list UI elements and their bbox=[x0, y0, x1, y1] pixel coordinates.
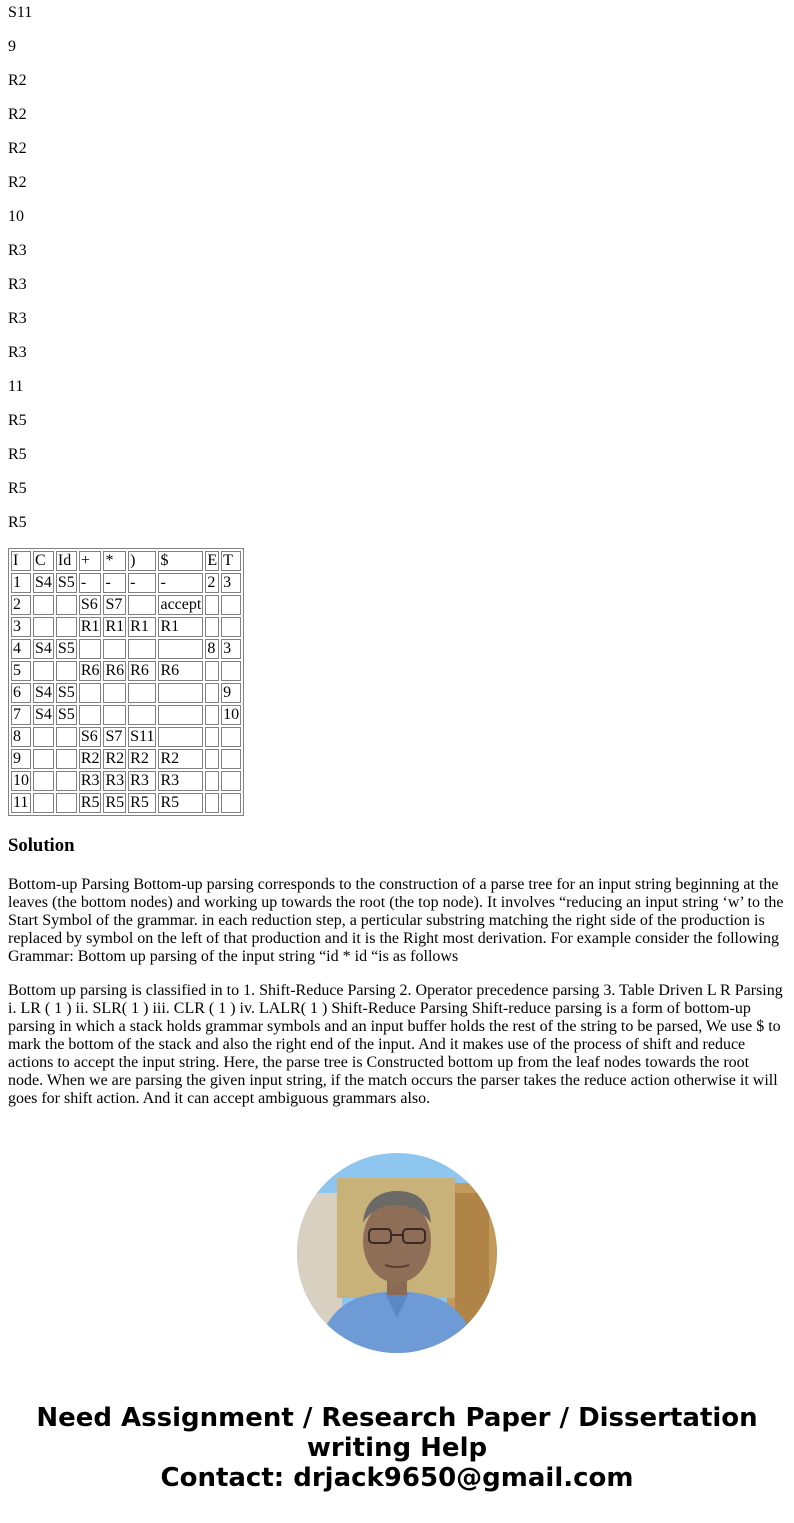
table-cell bbox=[128, 683, 156, 703]
table-cell: 1 bbox=[11, 573, 31, 593]
table-cell bbox=[205, 595, 219, 615]
top-line: S11 bbox=[8, 4, 33, 21]
table-cell bbox=[158, 639, 203, 659]
top-line: 11 bbox=[8, 378, 24, 395]
table-cell: S4 bbox=[35, 640, 52, 657]
solution-heading: Solution bbox=[8, 835, 75, 856]
parsing-table bbox=[8, 548, 244, 816]
table-cell: R2 bbox=[80, 750, 100, 767]
table-cell: 3 bbox=[221, 573, 241, 593]
table-row bbox=[11, 661, 241, 681]
table-cell: R6 bbox=[80, 662, 100, 679]
table-cell: R1 bbox=[105, 618, 125, 635]
assignment-help-banner bbox=[0, 1403, 794, 1493]
top-line: R5 bbox=[8, 412, 27, 429]
table-cell bbox=[56, 661, 77, 681]
table-cell bbox=[158, 727, 203, 747]
top-line: R2 bbox=[8, 174, 27, 191]
table-cell bbox=[205, 661, 219, 681]
solution-paragraph-2: Bottom up parsing is classified in to 1. Shift-Reduce Parsing 2. Operator precedence parsing 3. Table Driven L R Parsing i. LR ( 1 ) ii. SLR( 1 ) iii. CLR ( 1 ) iv. LALR( 1 ) Shift-Reduce Parsing Shift-reduce parsing is a form of bottom-up parsing in which a stack holds grammar symbols and an input buffer holds the rest of the string to be parsed, We use $ to mark the bottom of the stack and also the right end of the input. And it makes use of the process of shift and reduce actions to accept the input string. Here, the parse tree is Constructed bottom up from the leaf nodes towards the root node. When we are parsing the given input string, if the match occurs the parser takes the reduce action otherwise it will goes for shift action. And it can accept ambiguous grammars also. bbox=[8, 982, 783, 1107]
table-cell bbox=[33, 617, 54, 637]
table-cell: - bbox=[128, 573, 156, 593]
table-cell: 2 bbox=[11, 595, 31, 615]
table-cell: 3 bbox=[11, 617, 31, 637]
table-cell bbox=[205, 793, 219, 813]
table-header-cell: Id bbox=[56, 551, 77, 571]
table-cell: S5 bbox=[57, 640, 75, 657]
table-cell bbox=[33, 793, 54, 813]
table-row bbox=[11, 639, 241, 659]
table-cell: S7 bbox=[103, 727, 126, 747]
table-header-cell: + bbox=[79, 551, 102, 571]
table-cell bbox=[33, 771, 54, 791]
table-cell: R3 bbox=[158, 771, 203, 791]
table-cell bbox=[158, 683, 203, 703]
top-line: R3 bbox=[8, 310, 27, 327]
table-row bbox=[11, 771, 241, 791]
table-cell bbox=[79, 683, 102, 703]
banner-line-1: Need Assignment / Research Paper / Dissertation bbox=[36, 1403, 758, 1433]
table-header-cell: $ bbox=[158, 551, 203, 571]
table-row bbox=[11, 683, 241, 703]
table-cell: 5 bbox=[11, 661, 31, 681]
top-line: R3 bbox=[8, 344, 27, 361]
top-line: R3 bbox=[8, 276, 27, 293]
table-cell bbox=[205, 727, 219, 747]
table-cell: R2 bbox=[158, 749, 203, 769]
solution-paragraph-1: Bottom-up Parsing Bottom-up parsing corresponds to the construction of a parse tree for an input string beginning at the leaves (the bottom nodes) and working up towards the root (the top node). It involves “reducing an input string ‘w’ to the Start Symbol of the grammar. in each reduction step, a perticular substring matching the right side of the production is replaced by symbol on the left of that production and it is the Right most derivation. For example consider the following Grammar: Bottom up parsing of the input string “id * id “is as follows bbox=[8, 876, 784, 965]
table-cell: 2 bbox=[205, 573, 219, 593]
table-cell: S4 bbox=[35, 684, 52, 701]
table-cell bbox=[79, 639, 102, 659]
table-cell: 8 bbox=[11, 727, 31, 747]
table-header-cell: ) bbox=[128, 551, 156, 571]
table-row bbox=[11, 793, 241, 813]
table-cell bbox=[221, 771, 241, 791]
table-cell: 10 bbox=[13, 772, 29, 789]
document-body bbox=[8, 0, 786, 1124]
table-row bbox=[11, 705, 241, 725]
table-cell: R2 bbox=[128, 749, 156, 769]
table-cell: S5 bbox=[57, 684, 75, 701]
table-row bbox=[11, 595, 241, 615]
table-header-row bbox=[11, 551, 241, 571]
table-cell: R3 bbox=[80, 772, 100, 789]
table-cell bbox=[33, 727, 54, 747]
table-cell: R6 bbox=[105, 662, 125, 679]
table-cell bbox=[205, 749, 219, 769]
top-line: R2 bbox=[8, 106, 27, 123]
table-cell bbox=[33, 595, 54, 615]
table-cell bbox=[221, 727, 241, 747]
table-cell bbox=[56, 595, 77, 615]
table-cell: R5 bbox=[105, 794, 125, 811]
top-line: R5 bbox=[8, 480, 27, 497]
top-line: R5 bbox=[8, 514, 27, 531]
table-cell bbox=[103, 683, 126, 703]
top-lines bbox=[8, 4, 786, 532]
table-cell: - bbox=[158, 573, 203, 593]
author-photo bbox=[297, 1153, 497, 1353]
table-cell: S7 bbox=[103, 595, 126, 615]
table-cell bbox=[128, 705, 156, 725]
table-cell bbox=[56, 727, 77, 747]
top-line: R3 bbox=[8, 242, 27, 259]
table-cell: S5 bbox=[57, 574, 75, 591]
table-row bbox=[11, 573, 241, 593]
table-cell bbox=[79, 705, 102, 725]
table-cell bbox=[205, 771, 219, 791]
table-cell bbox=[56, 749, 77, 769]
table-cell bbox=[128, 639, 156, 659]
table-header-cell: I bbox=[11, 551, 31, 571]
author-portrait-image bbox=[297, 1153, 497, 1353]
table-cell: 9 bbox=[11, 749, 31, 769]
table-header-cell: T bbox=[221, 551, 241, 571]
table-cell: 3 bbox=[221, 639, 241, 659]
banner-line-2: writing Help bbox=[306, 1433, 488, 1463]
table-header-cell: E bbox=[207, 552, 218, 569]
table-cell: R3 bbox=[128, 771, 156, 791]
table-cell: 7 bbox=[11, 705, 31, 725]
table-cell: R5 bbox=[80, 794, 100, 811]
table-cell: S4 bbox=[35, 706, 52, 723]
table-cell bbox=[103, 705, 126, 725]
table-cell bbox=[33, 749, 54, 769]
table-header-cell: C bbox=[33, 551, 54, 571]
table-row bbox=[11, 749, 241, 769]
table-cell: 4 bbox=[11, 639, 31, 659]
table-cell bbox=[221, 595, 241, 615]
top-line: R2 bbox=[8, 140, 27, 157]
table-cell: 6 bbox=[11, 683, 31, 703]
table-cell: R5 bbox=[158, 793, 203, 813]
table-row bbox=[11, 727, 241, 747]
table-cell: 8 bbox=[205, 639, 219, 659]
top-line: R5 bbox=[8, 446, 27, 463]
table-cell: R5 bbox=[128, 793, 156, 813]
table-cell: R6 bbox=[128, 661, 156, 681]
top-line: 10 bbox=[8, 208, 24, 225]
table-header-cell: * bbox=[103, 551, 126, 571]
table-cell: S11 bbox=[130, 728, 155, 745]
table-cell: - bbox=[103, 573, 126, 593]
table-cell bbox=[221, 617, 241, 637]
top-line: 9 bbox=[8, 38, 16, 55]
table-cell bbox=[221, 749, 241, 769]
table-cell bbox=[158, 705, 203, 725]
table-cell bbox=[56, 771, 77, 791]
table-cell: R1 bbox=[80, 618, 100, 635]
table-cell: R3 bbox=[105, 772, 125, 789]
top-line: R2 bbox=[8, 72, 27, 89]
table-cell bbox=[221, 793, 241, 813]
table-cell: R6 bbox=[158, 661, 203, 681]
banner-contact-line: Contact: drjack9650@gmail.com bbox=[160, 1463, 634, 1493]
table-cell bbox=[128, 595, 156, 615]
table-cell: S6 bbox=[79, 595, 102, 615]
table-cell: S4 bbox=[35, 574, 52, 591]
table-cell bbox=[103, 639, 126, 659]
table-cell: S6 bbox=[79, 727, 102, 747]
table-cell: - bbox=[79, 573, 102, 593]
table-cell: accept bbox=[160, 596, 202, 613]
table-cell: 10 bbox=[223, 706, 240, 723]
table-cell bbox=[205, 705, 219, 725]
table-cell bbox=[56, 793, 77, 813]
table-cell: S5 bbox=[57, 706, 75, 723]
table-cell: R2 bbox=[105, 750, 125, 767]
table-cell bbox=[33, 661, 54, 681]
table-cell: 11 bbox=[11, 793, 31, 813]
table-cell bbox=[205, 617, 219, 637]
table-row bbox=[11, 617, 241, 637]
table-cell bbox=[221, 661, 241, 681]
table-cell: R1 bbox=[158, 617, 203, 637]
table-cell: 9 bbox=[221, 683, 241, 703]
table-cell: R1 bbox=[128, 617, 156, 637]
table-cell bbox=[205, 683, 219, 703]
table-cell bbox=[56, 617, 77, 637]
